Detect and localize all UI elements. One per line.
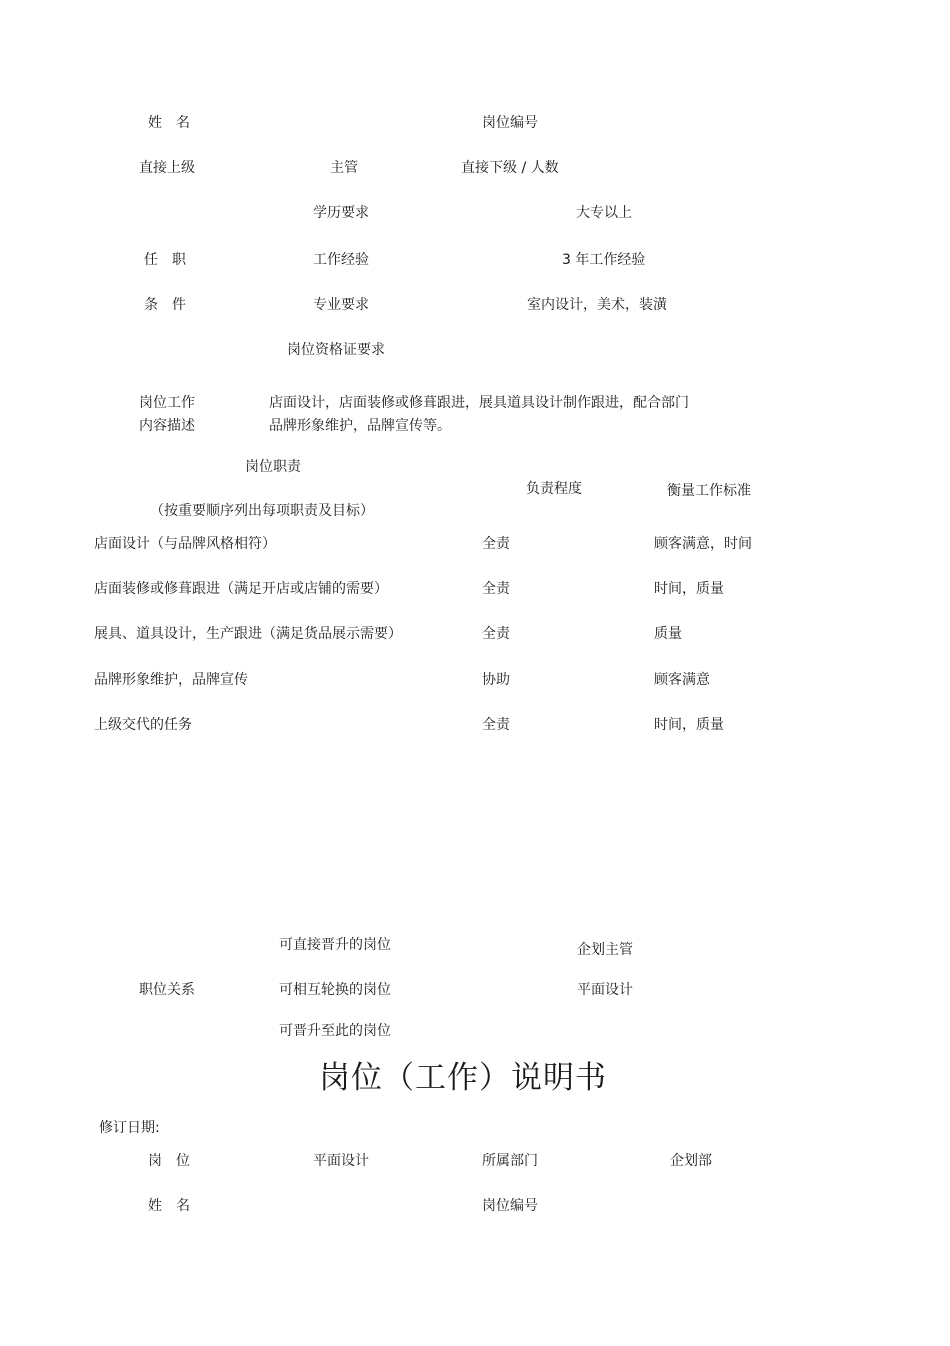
direct-subordinate-label: 直接下级 / 人数 [461, 160, 559, 176]
duty-row-1-level: 全责 [482, 536, 510, 552]
duty-row-5-duty: 上级交代的任务 [94, 717, 192, 733]
education-label: 学历要求 [313, 205, 369, 221]
duty-row-5-standard: 时间，质量 [654, 717, 724, 733]
relations-label: 职位关系 [139, 982, 195, 998]
duty-row-2-duty: 店面装修或修葺跟进（满足开店或店铺的需要） [94, 581, 388, 597]
bottom-name-label: 姓 名 [148, 1198, 190, 1214]
revision-date-label: 修订日期: [99, 1120, 160, 1136]
duty-row-2-level: 全责 [482, 581, 510, 597]
experience-value: 3 年工作经验 [562, 252, 646, 268]
experience-label: 工作经验 [313, 252, 369, 268]
department-label: 所属部门 [482, 1153, 538, 1169]
description-label-line2: 内容描述 [139, 418, 195, 434]
duty-row-4-duty: 品牌形象维护，品牌宣传 [94, 672, 248, 688]
duty-row-3-standard: 质量 [654, 626, 682, 642]
major-value: 室内设计，美术，装潢 [527, 297, 667, 313]
duty-row-4-level: 协助 [482, 672, 510, 688]
bottom-post-number-label: 岗位编号 [482, 1198, 538, 1214]
rotate-label: 可相互轮换的岗位 [279, 982, 391, 998]
qualification-label-line1: 任 职 [144, 252, 186, 268]
direct-superior-value: 主管 [330, 160, 358, 176]
description-text-line2: 品牌形象维护，品牌宣传等。 [269, 418, 451, 434]
duty-row-2-standard: 时间，质量 [654, 581, 724, 597]
post-value: 平面设计 [313, 1153, 369, 1169]
duties-header-title: 岗位职责 [245, 459, 301, 475]
duties-header-responsibility: 负责程度 [526, 481, 582, 497]
certificate-label: 岗位资格证要求 [287, 342, 385, 358]
promote-to-label: 可直接晋升的岗位 [279, 937, 391, 953]
description-text-line1: 店面设计，店面装修或修葺跟进，展具道具设计制作跟进，配合部门 [269, 395, 689, 411]
rotate-value: 平面设计 [577, 982, 633, 998]
duty-row-3-level: 全责 [482, 626, 510, 642]
department-value: 企划部 [670, 1153, 712, 1169]
duty-row-4-standard: 顾客满意 [654, 672, 710, 688]
duties-header-standard: 衡量工作标准 [667, 483, 751, 499]
duty-row-3-duty: 展具、道具设计，生产跟进（满足货品展示需要） [94, 626, 402, 642]
promote-to-value: 企划主管 [577, 942, 633, 958]
education-value: 大专以上 [576, 205, 632, 221]
post-number-label: 岗位编号 [482, 115, 538, 131]
qualification-label-line2: 条 件 [144, 297, 186, 313]
description-label-line1: 岗位工作 [139, 395, 195, 411]
promote-from-label: 可晋升至此的岗位 [279, 1023, 391, 1039]
duties-header-note: （按重要顺序列出每项职责及目标） [150, 503, 374, 519]
duty-row-5-level: 全责 [482, 717, 510, 733]
major-label: 专业要求 [313, 297, 369, 313]
duty-row-1-duty: 店面设计（与品牌风格相符） [94, 536, 276, 552]
page-title: 岗位（工作）说明书 [319, 1060, 607, 1096]
duty-row-1-standard: 顾客满意，时间 [654, 536, 752, 552]
name-label: 姓 名 [148, 115, 190, 131]
post-label: 岗 位 [148, 1153, 190, 1169]
direct-superior-label: 直接上级 [139, 160, 195, 176]
